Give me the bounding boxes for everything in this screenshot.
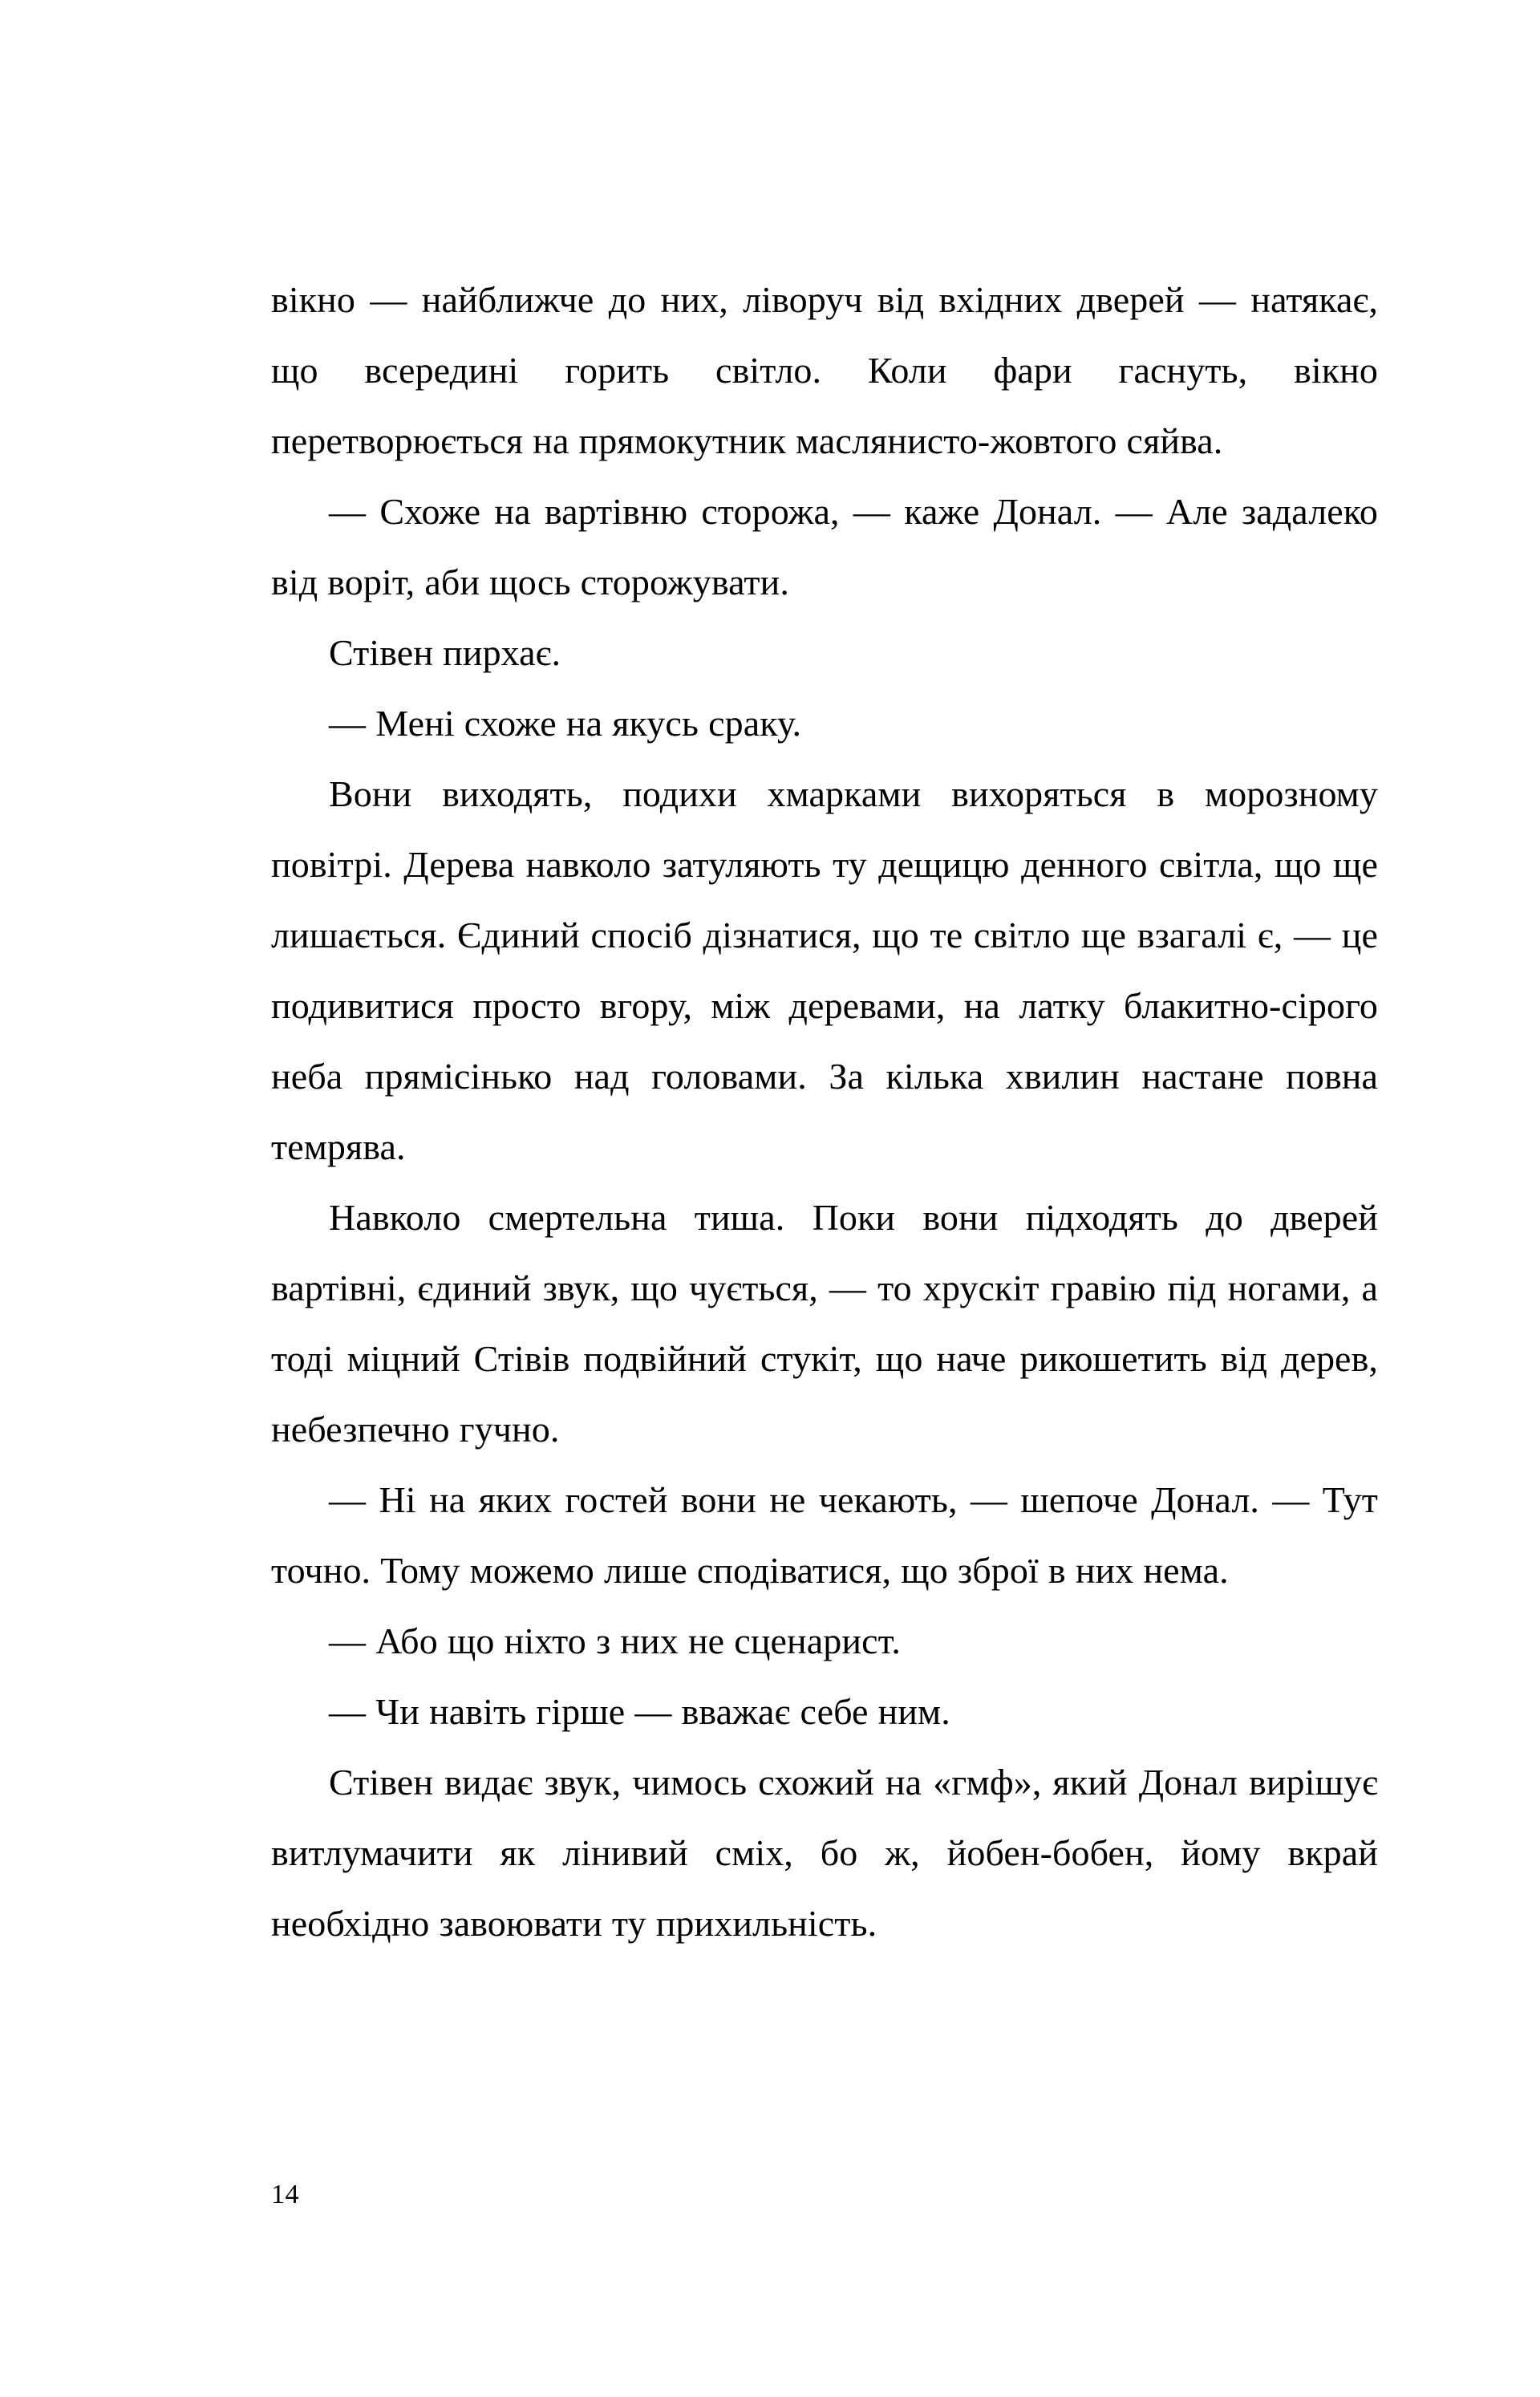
paragraph-narration: Стівен видає звук, чимось схожий на «гмф», який Донал вирішує витлумачити як лінивий сміх, бо ж, йобен-бобен, йому вкрай необхідно завоювати ту прихильність. (271, 1762, 1378, 1944)
page-text-block (271, 265, 1378, 1959)
paragraph-dialogue: — Або що ніхто з них не сценарист. (329, 1620, 901, 1661)
paragraph-dialogue: — Мені схоже на якусь сраку. (329, 703, 802, 744)
paragraph-continuation: вікно — найближче до них, ліворуч від вхідних дверей — натякає, що всередині горить світло. Коли фари гаснуть, вікно перетворюється на прямокутник маслянисто-жовтого сяйва. (271, 279, 1378, 461)
paragraph-narration: Навколо смертельна тиша. Поки вони підходять до дверей вартівні, єдиний звук, що чується, — то хрускіт гравію під ногами, а тоді міцний Стівів подвійний стукіт, що наче рикошетить від дерев, небезпечно гучно. (271, 1197, 1378, 1450)
paragraph-narration: Вони виходять, подихи хмарками вихоряться в морозному повітрі. Дерева навколо затуляють ту дещицю денного світла, що ще лишається. Єдиний спосіб дізнатися, що те світло ще взагалі є, — це подивитися просто вгору, між деревами, на латку блакитно-сірого неба прямісінько над головами. За кілька хвилин настане повна темрява. (271, 773, 1378, 1167)
paragraph-dialogue: — Ні на яких гостей вони не чекають, — шепоче Донал. — Тут точно. Тому можемо лише сподіватися, що зброї в них нема. (271, 1479, 1378, 1591)
paragraph-dialogue: — Чи навіть гірше — вважає себе ним. (329, 1691, 950, 1732)
page-number: 14 (271, 2180, 299, 2209)
paragraph-dialogue: — Схоже на вартівню сторожа, — каже Донал. — Але задалеко від воріт, аби щось сторожувати. (271, 491, 1378, 602)
paragraph-narration: Стівен пирхає. (329, 632, 561, 673)
